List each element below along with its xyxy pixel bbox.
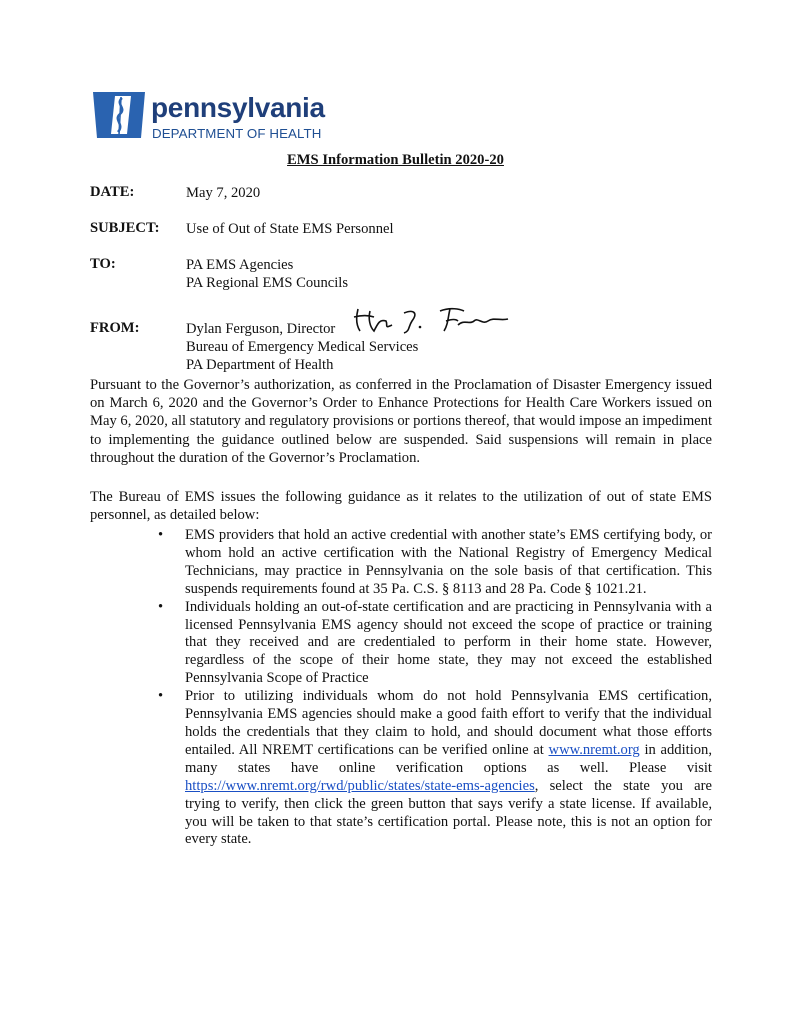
from-label: FROM:	[90, 320, 140, 336]
pa-health-logo	[91, 88, 331, 146]
bullet-icon: •	[158, 527, 164, 543]
to-recipients	[186, 256, 348, 292]
to-label: TO:	[90, 256, 116, 272]
bullet-icon: •	[158, 688, 164, 705]
to-line: PA Regional EMS Councils	[186, 275, 349, 291]
subject-label: SUBJECT:	[90, 220, 160, 236]
list-item	[140, 527, 712, 599]
list-item	[140, 688, 712, 849]
logo-department: DEPARTMENT OF HEALTH	[152, 126, 322, 141]
bulletin-title: EMS Information Bulletin 2020-20	[287, 152, 504, 168]
to-line: PA EMS Agencies	[186, 257, 294, 273]
guidance-list	[140, 527, 712, 849]
handwritten-signature	[352, 303, 512, 335]
nremt-link[interactable]: www.nremt.org	[548, 741, 640, 758]
list-item-text: , select the state you are trying to verify, then click the green button that says verify a state license. If available, you will be taken to that state’s certification portal. Please note, this is not an option for every state.	[185, 777, 712, 848]
bullet-icon: •	[158, 598, 164, 615]
from-line: Bureau of Emergency Medical Services	[186, 339, 419, 355]
subject-value: Use of Out of State EMS Personnel	[186, 221, 394, 237]
list-item-text: Individuals holding an out-of-state certification and are practicing in Pennsylvania with a licensed Pennsylvania EMS agency should not exceed the scope of practice or training that they received and are credentialed to perform in their home state. However, regardless of the scope of their home state, they may not exceed the established Pennsylvania Scope of Practice	[185, 598, 712, 687]
date-value: May 7, 2020	[186, 185, 261, 201]
list-item-text: EMS providers that hold an active credential with another state’s EMS certifying body, or whom hold an active certification with the National Registry of Emergency Medical Technicians, may practice in Pennsylvania on the sole basis of that certification. This suspends requirements found at 35 Pa. C.S. § 8113 and 28 Pa. Code § 1021.21.	[185, 527, 712, 597]
guidance-intro-paragraph: The Bureau of EMS issues the following guidance as it relates to the utilization of out of state EMS personnel, as detailed below:	[90, 489, 712, 524]
from-line: PA Department of Health	[186, 357, 334, 373]
list-item-text: Prior to utilizing individuals whom do not hold Pennsylvania EMS certification, Pennsylvania EMS agencies should make a good faith effort to verify that the individual holds the credentials that they claim to hold, and should document what those efforts entailed. All NREMT certifications can be verified online at	[185, 688, 712, 758]
date-label: DATE:	[90, 184, 135, 200]
logo-name: pennsylvania	[151, 92, 325, 123]
list-item-text: in addition, many states have online verification options as well. Please visit	[185, 741, 712, 776]
authorization-paragraph: Pursuant to the Governor’s authorization, as conferred in the Proclamation of Disaster Emergency issued on March 6, 2020 and the Governor’s Order to Enhance Protections for Health Care Workers issued on May 6, 2020, all statutory and regulatory provisions or portions thereof, that would impose an impediment to implementing the guidance outlined below are suspended. Said suspensions will remain in place throughout the duration of the Governor’s Proclamation.	[90, 377, 712, 466]
from-line: Dylan Ferguson, Director	[186, 321, 336, 337]
keystone-logo-icon	[91, 88, 147, 144]
state-ems-agencies-link[interactable]: https://www.nremt.org/rwd/public/states/state-ems-agencies	[185, 777, 535, 794]
list-item	[140, 599, 712, 689]
